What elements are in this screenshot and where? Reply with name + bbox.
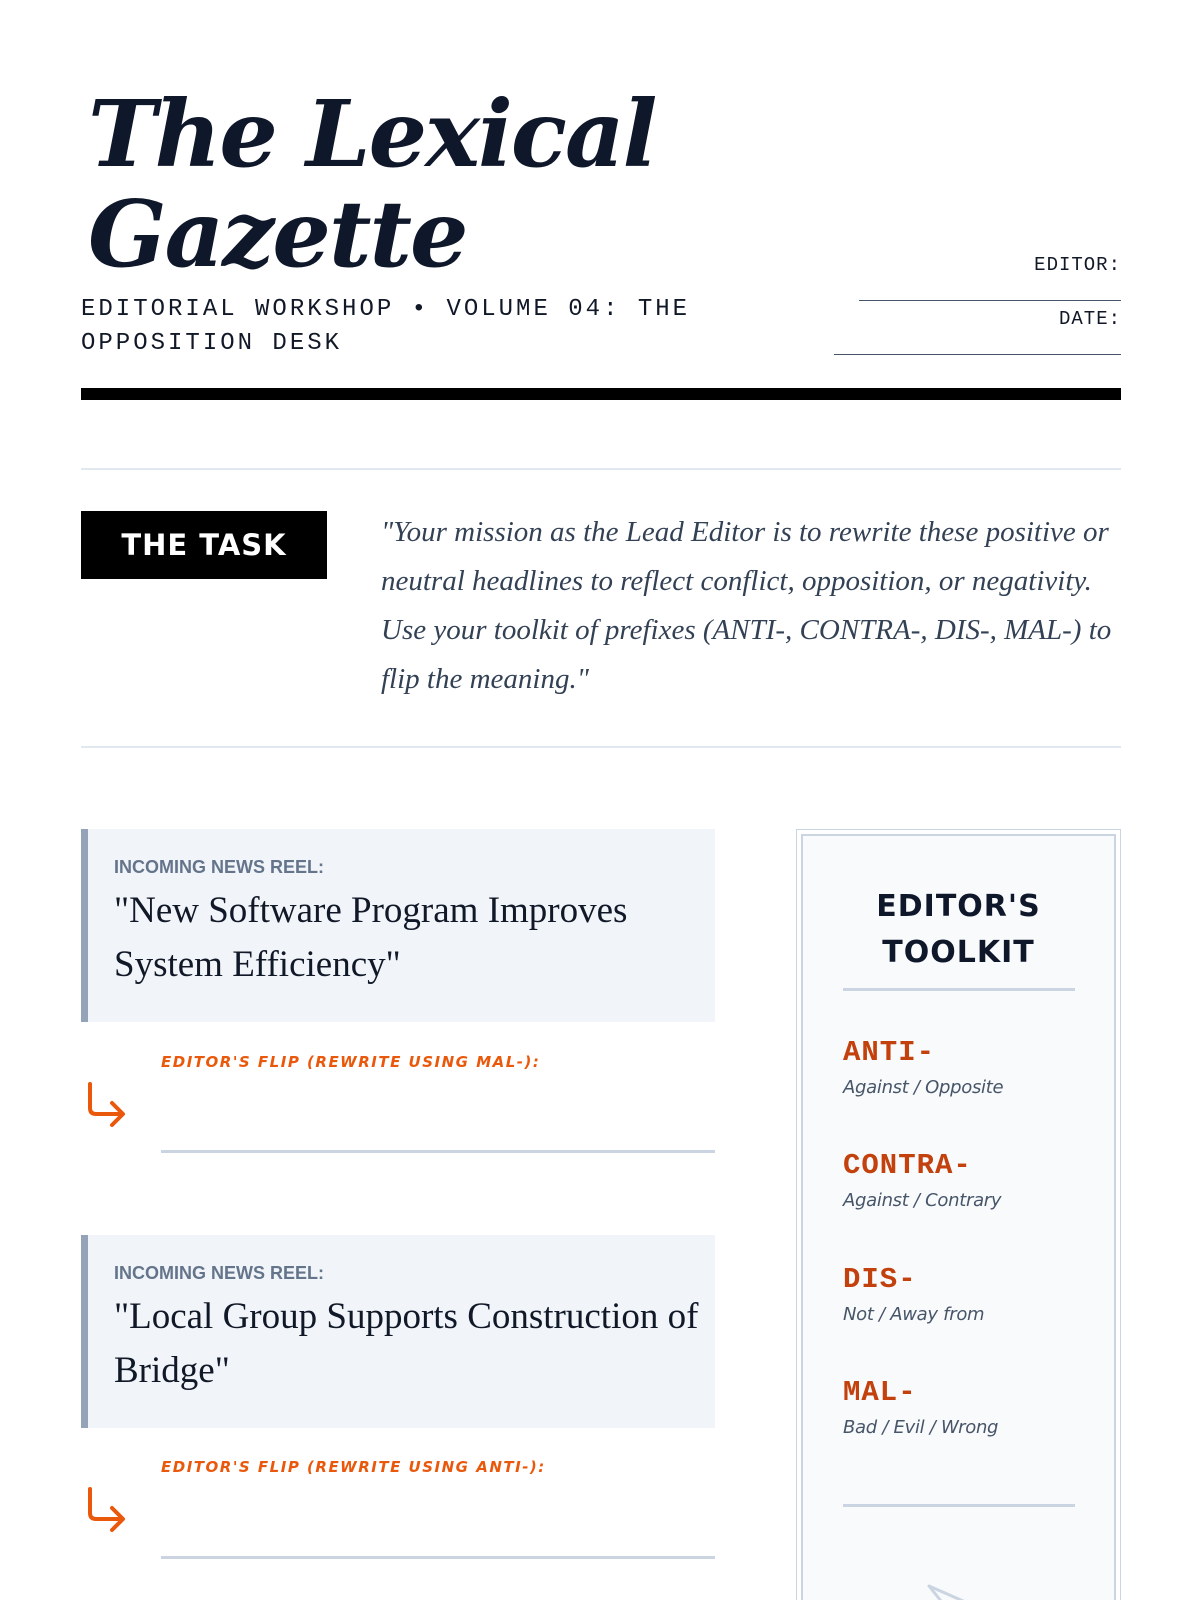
date-label: DATE: — [1058, 308, 1121, 330]
rewrite-answer-line[interactable] — [161, 1556, 715, 1559]
paper-plane-icon — [925, 1578, 985, 1600]
editors-toolkit-panel — [796, 829, 1121, 1600]
news-reel-label: INCOMING NEWS REEL: — [114, 857, 324, 877]
section-divider-bottom — [81, 746, 1121, 748]
prefix-meaning: Not / Away from — [843, 1304, 985, 1325]
prefix-meaning: Bad / Evil / Wrong — [843, 1417, 999, 1438]
prefix-name: MAL- — [843, 1376, 917, 1409]
arrow-turn-down-right-icon — [84, 1080, 130, 1128]
arrow-turn-down-right-icon — [84, 1485, 130, 1533]
prefix-name: DIS- — [843, 1263, 917, 1296]
prefix-meaning: Against / Opposite — [843, 1077, 1004, 1098]
date-line[interactable] — [834, 354, 1121, 355]
prefix-item — [843, 1036, 1003, 1098]
prefix-item — [843, 1263, 984, 1325]
toolkit-divider — [843, 988, 1075, 991]
headline-text: "New Software Program Improves System Efficiency" — [114, 890, 628, 985]
masthead-title: The Lexical Gazette — [88, 80, 656, 288]
toolkit-title: EDITOR'S TOOLKIT — [876, 889, 1041, 970]
prefix-name: CONTRA- — [843, 1149, 972, 1182]
editor-flip-label: EDITOR'S FLIP (REWRITE USING ANTI-): — [161, 1458, 546, 1476]
task-badge: THE TASK — [81, 511, 327, 579]
editor-flip-label: EDITOR'S FLIP (REWRITE USING MAL-): — [161, 1053, 541, 1071]
news-reel-label: INCOMING NEWS REEL: — [114, 1263, 324, 1283]
headline-card — [81, 1235, 715, 1428]
prefix-meaning: Against / Contrary — [843, 1190, 1002, 1211]
prefix-item — [843, 1376, 998, 1438]
task-text: "Your mission as the Lead Editor is to rewrite these positive or neutral headlines to reflect conflict, opposition, or negativity. Use your toolkit of prefixes (ANTI-, CONTRA-, DIS-, MAL-) to flip the meaning." — [381, 516, 1112, 695]
masthead-subtitle: EDITORIAL WORKSHOP • VOLUME 04: THE OPPOSITION DESK — [81, 296, 691, 357]
toolkit-divider — [843, 1504, 1075, 1507]
prefix-item — [843, 1149, 1001, 1211]
editor-label: EDITOR: — [1034, 254, 1121, 276]
toolkit-inner — [801, 834, 1116, 1600]
masthead-rule — [81, 388, 1121, 400]
rewrite-answer-line[interactable] — [161, 1150, 715, 1153]
section-divider-top — [81, 468, 1121, 470]
editor-line[interactable] — [859, 300, 1121, 301]
headline-card — [81, 829, 715, 1022]
prefix-name: ANTI- — [843, 1036, 936, 1069]
headline-text: "Local Group Supports Construction of Bridge" — [114, 1296, 699, 1391]
